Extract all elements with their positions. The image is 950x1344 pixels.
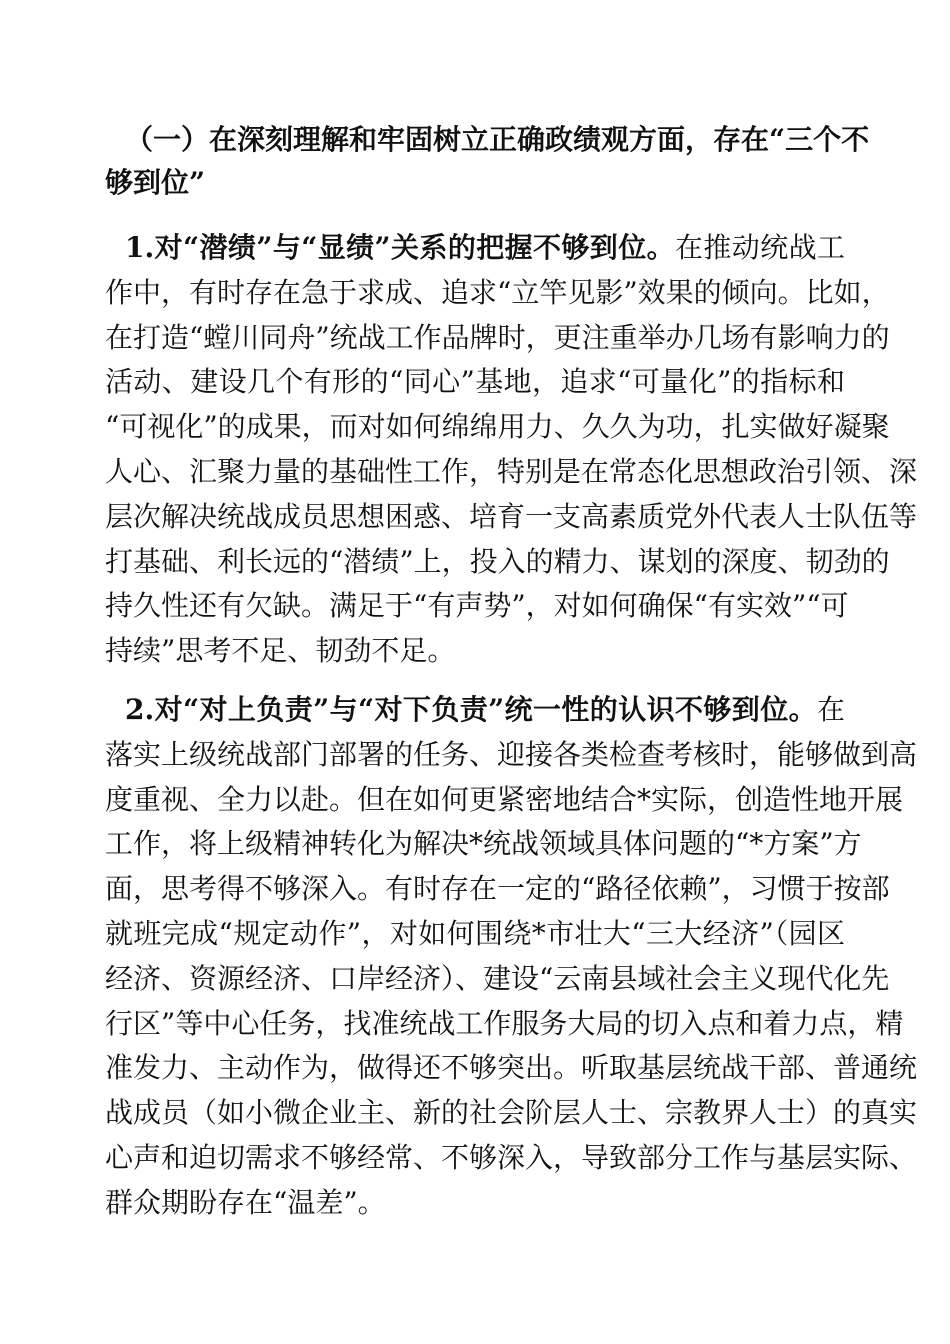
text-line <box>105 405 890 450</box>
text: 心声和迫切需求不够经常、不够深入，导致部分工作与基层实际、 <box>105 1140 918 1174</box>
text: 度重视、全力以赴。但在如何更紧密地结合*实际，创造性地开展 <box>105 782 904 816</box>
text: 准发力、主动作为，做得还不够突出。听取基层统战干部、普通统 <box>105 1051 918 1085</box>
text-line <box>105 822 862 867</box>
text-line <box>105 161 845 204</box>
text: 落实上级统战部门部署的任务、迎接各类检查考核时，能够做到高 <box>105 737 918 771</box>
section-heading <box>105 118 870 204</box>
text: 就班完成“规定动作”，对如何围绕*市壮大“三大经济”（园区 <box>105 916 845 950</box>
text: 面，思考得不够深入。有时存在一定的“路径依赖”，习惯于按部 <box>105 872 890 906</box>
text-line <box>105 688 845 733</box>
bold-text: 2.对“对上负责”与“对下负责”统一性的认识不够到位。 <box>125 693 817 726</box>
bold-text: 够到位” <box>105 166 206 199</box>
text: 作中，有时存在急于求成、追求“立竿见影”效果的倾向。比如， <box>105 275 890 309</box>
text: 在 <box>816 693 845 726</box>
text: 工作，将上级精神转化为解决*统战领域具体问题的“*方案”方 <box>105 827 862 861</box>
text-line <box>105 733 918 778</box>
text: 群众期盼存在“温差”。 <box>105 1185 386 1219</box>
text: 活动、建设几个有形的“同心”基地，追求“可量化”的指标和 <box>105 365 845 399</box>
text-line <box>105 360 845 405</box>
text-line <box>105 629 845 674</box>
text-line <box>105 226 845 271</box>
text-line <box>105 912 845 957</box>
text: 持续”思考不足、韧劲不足。 <box>105 634 456 668</box>
text-line <box>105 1136 918 1181</box>
text-line <box>105 957 890 1002</box>
text-line <box>105 118 870 161</box>
text-line <box>105 1046 918 1091</box>
paragraph-1 <box>105 226 918 674</box>
bold-text: （一）在深刻理解和牢固树立正确政绩观方面，存在“三个不 <box>125 123 870 156</box>
text: 层次解决统战成员思想困惑、培育一支高素质党外代表人士队伍等 <box>105 499 918 533</box>
text-line <box>105 271 890 316</box>
text-line <box>105 540 890 585</box>
paragraph-2 <box>105 688 918 1226</box>
text-line <box>105 495 918 540</box>
text-line <box>105 316 890 361</box>
text: “可视化”的成果，而对如何绵绵用力、久久为功，扎实做好凝聚 <box>105 410 890 444</box>
text: 经济、资源经济、口岸经济）、建设“云南县域社会主义现代化先 <box>105 961 890 995</box>
text-line <box>105 778 904 823</box>
text: 在打造“螳川同舟”统战工作品牌时，更注重举办几场有影响力的 <box>105 320 890 354</box>
text: 行区”等中心任务，找准统战工作服务大局的切入点和着力点，精 <box>105 1006 904 1040</box>
text-line <box>105 1181 845 1226</box>
text-line <box>105 1002 904 1047</box>
text: 战成员（如小微企业主、新的社会阶层人士、宗教界人士）的真实 <box>105 1096 918 1130</box>
text: 人心、汇聚力量的基础性工作，特别是在常态化思想政治引领、深 <box>105 454 918 488</box>
text: 在推动统战工 <box>675 231 845 264</box>
text-line <box>105 450 918 495</box>
bold-text: 1.对“潜绩”与“显绩”关系的把握不够到位。 <box>125 231 675 264</box>
text: 打基础、利长远的“潜绩”上，投入的精力、谋划的深度、韧劲的 <box>105 544 890 578</box>
text-line <box>105 1091 918 1136</box>
text: 持久性还有欠缺。满足于“有声势”，对如何确保“有实效”“可 <box>105 589 849 623</box>
text-line <box>105 867 890 912</box>
text-line <box>105 584 849 629</box>
